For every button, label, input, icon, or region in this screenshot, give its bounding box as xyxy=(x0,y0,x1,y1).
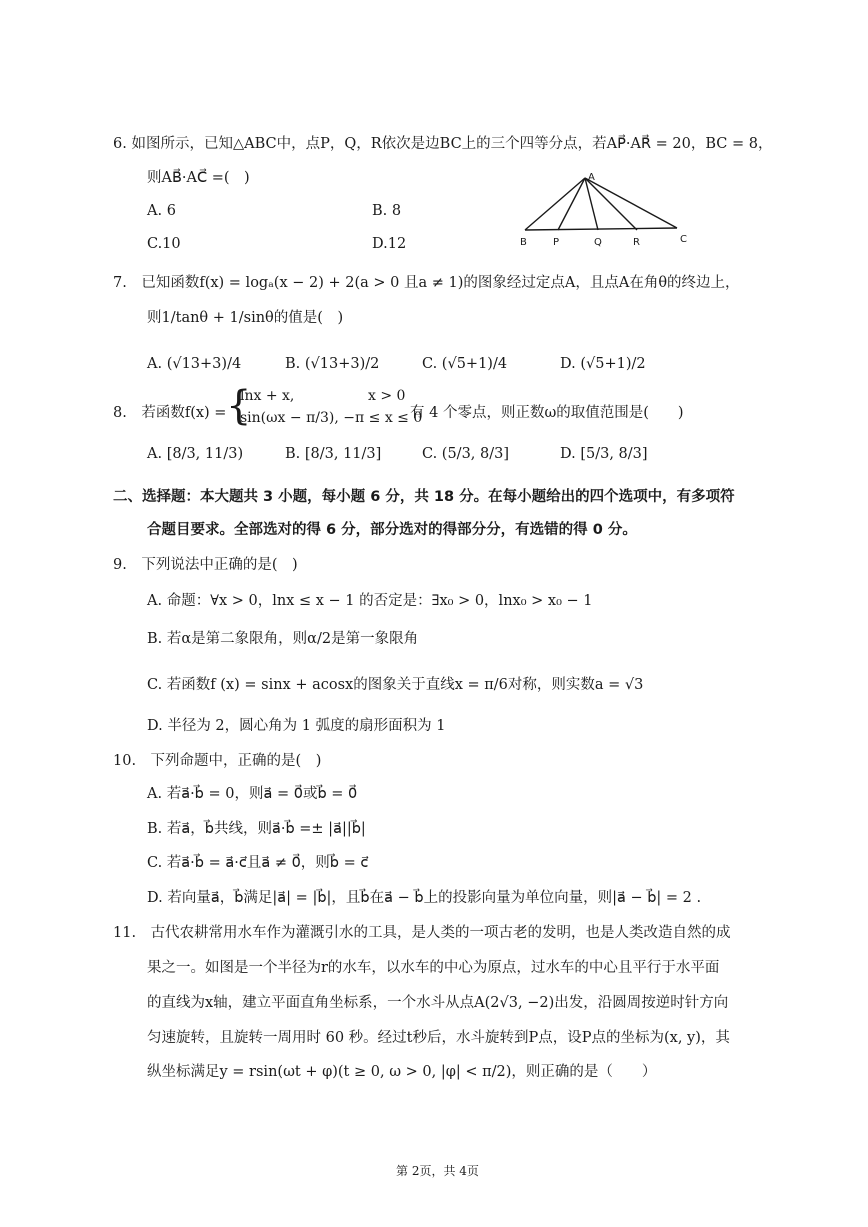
q6-option-a: A. 6 xyxy=(147,203,176,219)
q10-option-b: B. 若a⃗，b⃗共线，则a⃗·b⃗ =± |a⃗||b⃗| xyxy=(147,821,366,837)
q8-case2-expr: sin(ωx − π/3), −π ≤ x ≤ 0 xyxy=(240,410,423,426)
q9-option-d: D. 半径为 2，圆心角为 1 弧度的扇形面积为 1 xyxy=(147,718,446,734)
q11-line3: 的直线为x轴，建立平面直角坐标系，一个水斗从点A(2√3, −2)出发，沿圆周按逆时针方向 xyxy=(147,995,729,1011)
q9-option-a: A. 命题：∀x > 0，lnx ≤ x − 1 的否定是：∃x₀ > 0，lnx₀ > x₀ − 1 xyxy=(147,593,593,609)
q7-stem: 7. 已知函数f(x) = logₐ(x − 2) + 2(a > 0 且a ≠ 1)的图象经过定点A，且点A在角θ的终边上， xyxy=(113,275,740,291)
q7-option-c: C. (√5+1)/4 xyxy=(422,356,508,372)
q11-line4: 匀速旋转，且旋转一周用时 60 秒。经过t秒后，水斗旋转到P点，设P点的坐标为(x, y)，其 xyxy=(147,1030,730,1046)
q11-line1: 11. 古代农耕常用水车作为灌溉引水的工具，是人类的一项古老的发明，也是人类改造自然的成 xyxy=(113,925,731,941)
q10-option-c: C. 若a⃗·b⃗ = a⃗·c⃗且a⃗ ≠ 0⃗，则b⃗ = c⃗ xyxy=(147,855,369,871)
label-q: Q xyxy=(594,237,602,248)
q6-option-b: B. 8 xyxy=(372,203,402,219)
q7-ask-term2: 1/sinθ xyxy=(229,310,274,326)
label-c: C xyxy=(680,234,687,245)
q8-option-c: C. (5/3, 8/3] xyxy=(422,446,509,462)
q8-case1-expr: lnx + x, xyxy=(240,388,295,404)
q10-option-a: A. 若a⃗·b⃗ = 0，则a⃗ = 0⃗或b⃗ = 0⃗ xyxy=(147,786,358,802)
q7-ask-plus: + xyxy=(212,310,225,326)
q10-stem: 10. 下列命题中，正确的是( ) xyxy=(113,753,322,769)
q7-option-a: A. (√13+3)/4 xyxy=(147,356,242,372)
page-footer: 第 2页，共 4页 xyxy=(396,1164,479,1178)
q6-option-d: D.12 xyxy=(372,236,407,252)
triangle-figure xyxy=(515,168,705,248)
q8-option-a: A. [8/3, 11/3) xyxy=(147,446,244,462)
label-r: R xyxy=(633,237,640,248)
q8-stem-prefix: 8. 若函数f(x) = xyxy=(113,405,227,421)
q8-option-d: D. [5/3, 8/3] xyxy=(560,446,648,462)
section2-line1: 二、选择题：本大题共 3 小题，每小题 6 分，共 18 分。在每小题给出的四个选项中，有多项符 xyxy=(113,489,735,505)
q9-option-c: C. 若函数f (x) = sinx + acosx的图象关于直线x = π/6对称，则实数a = √3 xyxy=(147,677,644,693)
label-a: A xyxy=(588,172,595,183)
q11-line5: 纵坐标满足y = rsin(ωt + φ)(t ≥ 0, ω > 0, |φ| < π/2)，则正确的是（ ） xyxy=(147,1064,657,1080)
q7-ask-suffix: 的值是( ) xyxy=(273,310,344,326)
label-p: P xyxy=(553,237,560,248)
section2-line2: 合题目要求。全部选对的得 6 分，部分选对的得部分分，有选错的得 0 分。 xyxy=(147,522,637,538)
side-ab xyxy=(525,178,585,230)
q9-stem: 9. 下列说法中正确的是( ) xyxy=(113,557,298,573)
side-bc xyxy=(525,228,677,230)
q7-ask-prefix: 则 xyxy=(147,310,162,326)
q7-ask-term1: 1/tanθ xyxy=(161,310,209,326)
q10-option-d: D. 若向量a⃗，b⃗满足|a⃗| = |b⃗|，且b⃗在a⃗ − b⃗上的投影向量为单位向量，则|a⃗ − b⃗| = 2 . xyxy=(147,890,702,906)
q6-ask: 则AB⃗·AC⃗ =( ) xyxy=(147,170,250,186)
segment-ar xyxy=(585,178,637,230)
q7-ask xyxy=(147,306,343,327)
q11-line2: 果之一。如图是一个半径为r的水车，以水车的中心为原点，过水车的中心且平行于水平面 xyxy=(147,960,720,976)
q6-stem: 6. 如图所示，已知△ABC中，点P，Q，R依次是边BC上的三个四等分点，若AP⃗·AR⃗ = 20，BC = 8， xyxy=(113,136,773,152)
q6-option-c: C.10 xyxy=(147,236,181,252)
side-ac xyxy=(585,178,677,228)
label-b: B xyxy=(520,237,527,248)
q8-case1-cond: x > 0 xyxy=(368,388,406,404)
q7-option-b: B. (√13+3)/2 xyxy=(285,356,380,372)
segment-aq xyxy=(585,178,598,230)
q8-stem-suffix: 有 4 个零点，则正数ω的取值范围是( ) xyxy=(410,405,684,421)
q8-option-b: B. [8/3, 11/3] xyxy=(285,446,382,462)
q8-piecewise-brace: { xyxy=(226,383,252,429)
segment-ap xyxy=(558,178,585,230)
q7-option-d: D. (√5+1)/2 xyxy=(560,356,646,372)
q9-option-b: B. 若α是第二象限角，则α/2是第一象限角 xyxy=(147,631,419,647)
